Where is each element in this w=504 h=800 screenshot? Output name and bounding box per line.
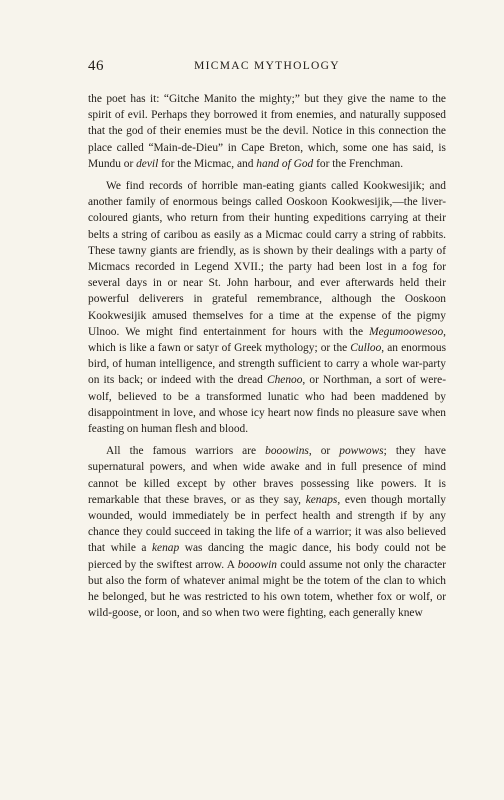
- text-run: could assume not only the character but also the form of whatever animal might be the totem of the clan to which he belonged, but he was restricted to his own totem, whether fox or wolf, or wild-goose, or loon, and so when two were fighting, each generally knew: [88, 558, 447, 620]
- italic-term: kenap: [152, 542, 180, 555]
- italic-term: booowins: [265, 445, 309, 458]
- text-run: for the Frenchman.: [313, 157, 404, 170]
- paragraph: [88, 178, 446, 437]
- text-run: was dancing the magic dance, his body could not be pierced by the swiftest arrow. A: [88, 542, 446, 571]
- text-run: We find records of horrible man-eating giants called Kookwesijik; and another family of enormous beings called Ooskoon Kookwesijik,—the liver-coloured giants, who return from their hunting expeditions carrying at their belts a string of caribou as easily as a Micmac could carry a string of rabbits. These tawny giants are friendly, as is shown by their dealings with a party of Micmacs recorded in Legend XVII.; the party had been lost in a fog for several days in or near St. John harbour, and ever afterwards held their powerful deliverers in grateful remembrance, although the Ooskoon Kookwesijik amused themselves for a time at the expense of the pigmy Ulnoo. We might find entertainment for hours with the: [88, 180, 446, 338]
- text-run: All the famous warriors are: [106, 445, 266, 458]
- text-run: , which is like a fawn or satyr of Greek mythology; or the: [88, 325, 446, 355]
- page-body: [88, 91, 446, 622]
- paragraph: [88, 91, 446, 172]
- italic-term: kenaps: [305, 493, 338, 506]
- italic-term: booowin: [237, 558, 277, 571]
- text-run: , or Northman, a sort of were-wolf, believed to be a transformed lunatic who had been maddened by disappointment in love, and whose icy heart now finds no pleasure save when feasting on human flesh and blood.: [88, 374, 446, 436]
- page-header: [88, 58, 446, 76]
- text-run: , even though mortally wounded, would immediately be in perfect health and strength if by any chance they could succeed in taking the life of a warrior; it was also believed that while a: [88, 493, 446, 555]
- italic-term: Megumoowesoo: [369, 325, 444, 338]
- italic-term: Culloo: [350, 342, 382, 355]
- italic-term: hand of God: [256, 157, 314, 170]
- text-run: , or: [308, 445, 340, 458]
- text-run: ; they have supernatural powers, and when wide awake and in full presence of mind cannot be killed except by other braves possessing like powers. It is remarkable that these braves, or as they say,: [88, 445, 446, 506]
- italic-term: powwows: [339, 445, 384, 458]
- running-title: MICMAC MYTHOLOGY: [194, 60, 340, 72]
- text-run: , an enormous bird, of human intelligence, and strength sufficient to carry a whole war-party on its back; or indeed with the dread: [88, 342, 446, 387]
- page-number: 46: [88, 58, 104, 74]
- text-run: the poet has it: “Gitche Manito the mighty;” but they give the name to the spirit of evil. Perhaps they borrowed it from enemies, and naturally supposed that the god of their enemies must be the devil. Notice in this connection the place called “Main-de-Dieu” in Cape Breton, which, some one has said, is Mundu or: [88, 93, 446, 170]
- italic-term: Chenoo: [266, 374, 303, 387]
- paragraph: [88, 443, 446, 621]
- italic-term: devil: [136, 157, 159, 170]
- text-run: for the Micmac, and: [158, 157, 257, 170]
